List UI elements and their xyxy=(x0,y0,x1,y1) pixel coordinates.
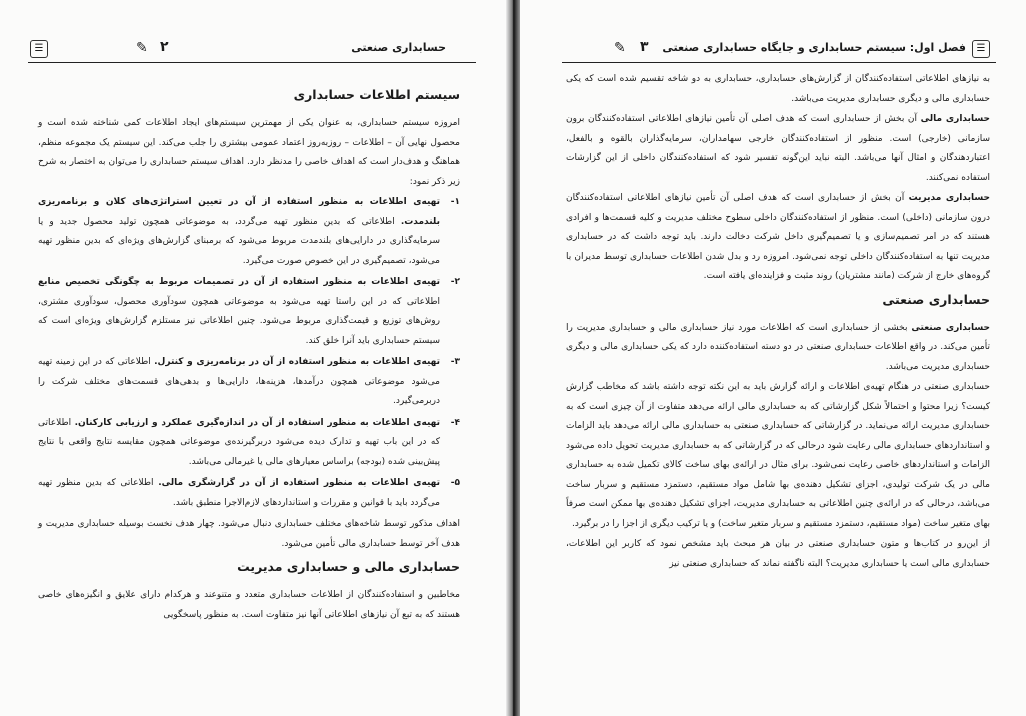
right-page xyxy=(520,0,1026,716)
right-page-number: ۳ xyxy=(640,39,649,55)
right-page-body xyxy=(566,70,990,575)
list-item: ۲- تهیه‌ی اطلاعات به منظور استفاده از آن در تصمیمات مربوط به چگونگی تخصیص منابع اطلاعاتی که در این راستا تهیه می‌شود به موضوعاتی همچون سودآوری محصول، سودآوری مشتری، روش‌های توزیع و قیمت‌گذاری مربوط می‌شود. چنین اطلاعاتی نیز مستلزم گزارش‌های ویژه‌ای است که سیستم حسابداری باید آنرا خلق کند. xyxy=(38,277,460,346)
list-item: ۳- تهیه‌ی اطلاعات به منظور استفاده از آن در برنامه‌ریزی و کنترل. اطلاعاتی که در این زمینه تهیه می‌شود موضوعاتی همچون درآمدها، هزینه‌ها، دارایی‌ها و بدهی‌های قسمت‌های مختلف شرکت را دربرمی‌گیرد. xyxy=(38,357,460,406)
section-heading-accounting-info-system: سیستم اطلاعات حسابداری xyxy=(293,87,460,102)
right-running-title: فصل اول: سیستم حسابداری و جایگاه حسابداری صنعتی xyxy=(662,41,966,54)
list-item: ۱- تهیه‌ی اطلاعات به منظور استفاده از آن در تعیین استراتژی‌های کلان و برنامه‌ریزی بلندمدت. اطلاعاتی که بدین منظور تهیه می‌گردد، به موضوعاتی همچون تولید محصول جدید و یا سرمایه‌گذاری در دارایی‌های بلندمدت مربوط می‌شود که برمبنای گزارش‌های ویژه‌ای که بدین منظور تهیه می‌شود، تصمیم‌گیری در این خصوص صورت می‌گیرد. xyxy=(38,197,460,266)
list-item-text: اطلاعاتی که بدین منظور تهیه می‌گردد، به موضوعاتی همچون تولید محصول جدید و یا سرمایه‌گذاری در دارایی‌های بلندمدت مربوط می‌شود که برمبنای گزارش‌های ویژه‌ای که بدین منظور تهیه می‌شود، تصمیم‌گیری در این خصوص صورت می‌گیرد. xyxy=(38,216,440,266)
left-page xyxy=(0,0,506,716)
list-item-title: تهیه‌ی اطلاعات به منظور استفاده از آن در گزارشگری مالی. xyxy=(158,478,440,488)
paragraph: از این‌رو در کتاب‌ها و متون حسابداری صنعتی در بیان هر مبحث باید مشخص نمود که کاربر این اطلاعات، حسابداری مالی است یا حسابداری مدیریت؟ البته ناگفته نماند که حسابداری صنعتی نیز xyxy=(566,539,990,569)
list-item-title: تهیه‌ی اطلاعات به منظور استفاده از آن در برنامه‌ریزی و کنترل. xyxy=(154,357,440,367)
paragraph-cost-accounting: حسابداری صنعتی بخشی از حسابداری است که اطلاعات مورد نیاز حسابداری مالی و حسابداری مدیریت را تأمین می‌کند. در واقع اطلاعات حسابداری صنعتی در دو دسته استفاده‌کننده دارد که یکی حسابداری مالی و دیگری حسابداری مدیریت می‌باشد. xyxy=(566,322,990,372)
book-logo-icon: ☰ xyxy=(972,40,990,58)
list-item: ۴- تهیه‌ی اطلاعات به منظور استفاده از آن در اندازه‌گیری عملکرد و ارزیابی کارکنان. اطلاعاتی که در این باب تهیه و تدارک دیده می‌شود دربرگیرنده‌ی موضوعاتی همچون مقایسه نتایج واقعی با نتایج پیش‌بینی شده (بودجه) براساس معیارهای مالی یا غیرمالی می‌باشد. xyxy=(38,417,460,467)
list-item-title: تهیه‌ی اطلاعات به منظور استفاده از آن در تصمیمات مربوط به چگونگی تخصیص منابع xyxy=(38,277,440,287)
intro-paragraph: امروزه سیستم حسابداری، به عنوان یکی از مهمترین سیستم‌های ایجاد اطلاعات کمی شناخته شده است و محصول نهایی آن – اطلاعات – روزبه‌روز اعتماد عمومی بیشتری را جلب می‌کند. این سیستم یک مجموعه منظم، هماهنگ و هدف‌دار است که اهداف خاصی را مدنظر دارد. اهداف سیستم حسابداری را می‌توان به اختصار به شرح زیر ذکر نمود: xyxy=(38,118,460,187)
book-spine xyxy=(506,0,520,716)
section-heading-financial-management: حسابداری مالی و حسابداری مدیریت xyxy=(237,559,460,574)
section2-paragraph: مخاطبین و استفاده‌کنندگان از اطلاعات حسابداری متعدد و متنوعند و هرکدام دارای علایق و انگیزه‌های خاصی هستند که به تبع آن نیازهای اطلاعاتی آنها نیز متفاوت است. به منظور پاسخگویی xyxy=(38,590,460,620)
book-logo-icon: ☰ xyxy=(30,40,48,58)
outro-paragraph: اهداف مذکور توسط شاخه‌های مختلف حسابداری دنبال می‌شود. چهار هدف نخست بوسیله حسابداری مدیریت و هدف آخر توسط حسابداری مالی تأمین می‌شود. xyxy=(38,519,460,549)
right-page-header xyxy=(562,38,996,63)
paragraph: به نیازهای اطلاعاتی استفاده‌کنندگان از گزارش‌های حسابداری، حسابداری به دو شاخه تقسیم شده است که یکی حسابداری مالی و دیگری حسابداری مدیریت می‌باشد. xyxy=(566,74,990,104)
list-item-text: اطلاعاتی که در این باب تهیه و تدارک دیده می‌شود دربرگیرنده‌ی موضوعاتی همچون مقایسه نتایج واقعی با نتایج پیش‌بینی شده (بودجه) براساس معیارهای مالی یا غیرمالی می‌باشد. xyxy=(38,417,440,467)
list-item-text: اطلاعاتی که در این راستا تهیه می‌شود به موضوعاتی همچون سودآوری محصول، سودآوری مشتری، روش‌های توزیع و قیمت‌گذاری مربوط می‌شود. چنین اطلاعاتی نیز مستلزم گزارش‌های ویژه‌ای است که سیستم حسابداری باید آنرا خلق کند. xyxy=(38,296,440,346)
left-page-body xyxy=(38,82,460,626)
list-item-text: اطلاعاتی که در این زمینه تهیه می‌شود موضوعاتی همچون درآمدها، هزینه‌ها، دارایی‌ها و بدهی‌های قسمت‌های مختلف شرکت را دربرمی‌گیرد. xyxy=(38,357,440,406)
paragraph-financial-accounting: حسابداری مالی آن بخش از حسابداری است که هدف اصلی آن تأمین نیازهای اطلاعاتی استفاده‌کنندگان برون سازمانی (خارجی) است. منظور از استفاده‌کنندگان خارجی سهامداران، سرمایه‌گذاران بالقوه و بالفعل، اعتباردهندگان و امثال آنها می‌باشد. البته نباید این‌گونه تفسیر شود که استفاده‌کنندگان داخلی از این گزارشات استفاده نمی‌کنند. xyxy=(566,114,991,183)
left-running-title: حسابداری صنعتی xyxy=(351,41,446,54)
left-page-number: ۲ xyxy=(160,39,169,55)
paragraph: حسابداری صنعتی در هنگام تهیه‌ی اطلاعات و ارائه گزارش باید به این نکته توجه داشته باشد که مخاطب گزارش کیست؟ زیرا محتوا و احتمالاً شکل گزارشاتی که به حسابداری مالی ارائه می‌دهد متفاوت از آن چیزی است که به حسابداری مدیریت ارائه می‌نماید. در گزارشاتی که حسابداری صنعتی به حسابداری مالی ارائه می‌دهد باید الزامات و استانداردهای حسابداری مالی رعایت شود درحالی که در گزارشاتی که به حسابداری مدیریت تحویل داده می‌شود الزامات و استانداردهای خاصی رعایت نمی‌شود. برای مثال در ارائه‌ی بهای ساخت کالای تکمیل شده به حسابداری مالی در یک شرکت تولیدی، اجزای تشکیل دهنده‌ی بها شامل مواد مستقیم، دستمزد مستقیم و سربار ساخت می‌باشد، درحالی که در ارائه‌ی چنین اطلاعاتی به حسابداری مدیریت، اجزای تشکیل دهنده‌ی بها ممکن است صرفاً بهای متغیر ساخت (مواد مستقیم، دستمزد مستقیم و سربار متغیر ساخت) و یا ترکیب دیگری از اجزا را در برگیرد. xyxy=(566,382,990,529)
list-item-title: تهیه‌ی اطلاعات به منظور استفاده از آن در اندازه‌گیری عملکرد و ارزیابی کارکنان. xyxy=(74,417,440,428)
paragraph-management-accounting: حسابداری مدیریت آن بخش از حسابداری است که هدف اصلی آن تأمین نیازهای اطلاعاتی استفاده‌کنندگان درون سازمانی (داخلی) است. منظور از استفاده‌کنندگان داخلی سطوح مختلف مدیریت و کلیه قسمت‌ها و افرادی هستند که در امر تصمیم‌سازی و یا تصمیم‌گیری داخل شرکت دخالت دارند. باید توجه داشت که در حسابداری مدیریت تنها به استفاده‌کنندگان داخلی توجه نمی‌شود. امروزه رد و بدل شدن اطلاعات حسابداری توسط مدیران با گروه‌های خارج از شرکت (مانند مشتریان) روند مثبت و فزاینده‌ای یافته است. xyxy=(566,193,990,281)
list-item-title: تهیه‌ی اطلاعات به منظور استفاده از آن در تعیین استراتژی‌های کلان و برنامه‌ریزی بلندمدت. xyxy=(38,197,440,227)
list-item: ۵- تهیه‌ی اطلاعات به منظور استفاده از آن در گزارشگری مالی. اطلاعاتی که بدین منظور تهیه می‌گردد باید با قوانین و مقررات و استانداردهای لازم‌الاجرا منطبق باشد. xyxy=(38,478,460,508)
bookmark-icon: ✎ xyxy=(614,40,626,56)
bookmark-icon: ✎ xyxy=(136,40,148,56)
left-page-header xyxy=(28,38,476,63)
section-heading-cost-accounting: حسابداری صنعتی xyxy=(882,291,990,307)
list-item-text: اطلاعاتی که بدین منظور تهیه می‌گردد باید با قوانین و مقررات و استانداردهای لازم‌الاجرا منطبق باشد. xyxy=(38,478,440,508)
